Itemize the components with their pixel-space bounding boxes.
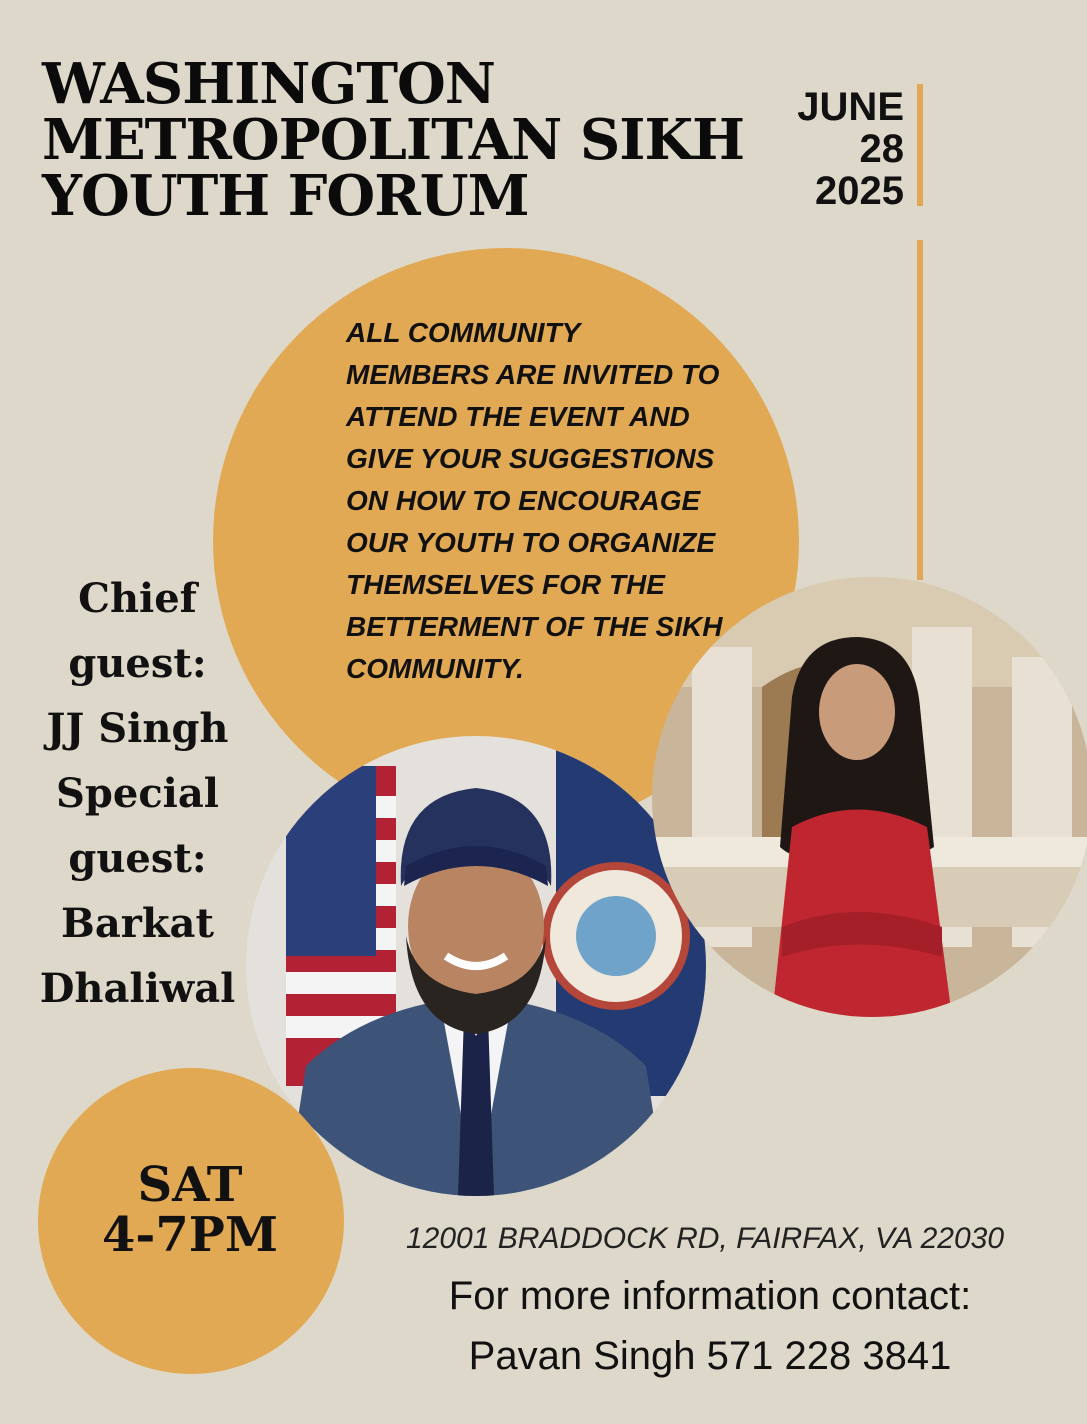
date-year: 2025 — [815, 169, 904, 213]
guest-line: Barkat — [61, 900, 214, 947]
chief-guest-portrait-icon — [246, 736, 706, 1196]
event-title — [42, 51, 762, 229]
contact-info — [360, 1266, 1060, 1386]
accent-divider-bottom — [917, 240, 923, 580]
event-day: SAT — [137, 1157, 243, 1213]
event-hours: 4-7PM — [102, 1207, 278, 1263]
date-day: 28 — [859, 127, 904, 171]
contact-prompt: For more information contact: — [448, 1274, 972, 1318]
guest-line: Chief — [78, 575, 197, 622]
guest-list — [20, 566, 255, 1021]
title-line-1: WASHINGTON — [42, 51, 495, 117]
chief-guest-photo — [246, 736, 706, 1196]
invitation-text: ALL COMMUNITY MEMBERS ARE INVITED TO ATTEND THE EVENT AND GIVE YOUR SUGGESTIONS ON HOW TO ENCOURAGE OUR YOUTH TO ORGANIZE THEMSELVES FOR THE BETTERMENT OF THE SIKH COMMUNITY. — [346, 317, 723, 684]
guest-line: Dhaliwal — [39, 965, 236, 1012]
venue-address: 12001 BRADDOCK RD, FAIRFAX, VA 22030 — [405, 1222, 1005, 1255]
guest-line: Special — [56, 770, 219, 817]
guest-line: guest: — [68, 835, 207, 882]
guest-line: guest: — [68, 640, 207, 687]
contact-person-phone: Pavan Singh 571 228 3841 — [468, 1334, 952, 1378]
event-time — [40, 1157, 340, 1263]
guest-line: JJ Singh — [46, 705, 229, 752]
title-line-3: YOUTH FORUM — [42, 163, 529, 229]
event-date — [797, 86, 904, 212]
accent-divider-top — [917, 84, 923, 206]
title-line-2: METROPOLITAN SIKH — [42, 107, 745, 173]
date-month: JUNE — [797, 85, 904, 129]
